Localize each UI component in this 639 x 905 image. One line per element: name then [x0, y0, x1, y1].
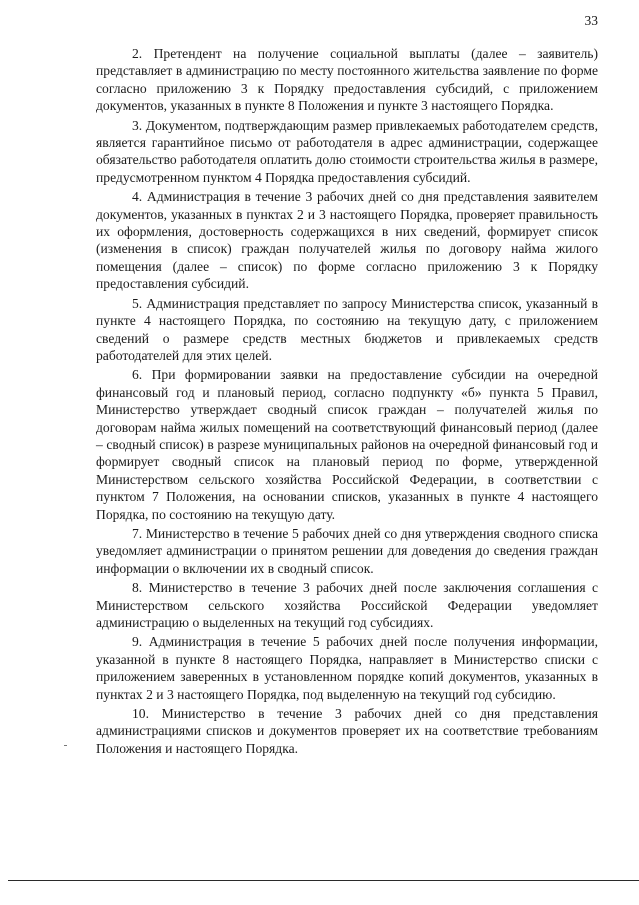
paragraph-8: 8. Министерство в течение 3 рабочих дней после заключения соглашения с Министерством сельского хозяйства Российской Федерации уведомляет администрацию о выделенных на текущий год субсидиях. — [96, 580, 598, 630]
paragraph-9: 9. Администрация в течение 5 рабочих дней после получения информации, указанной в пункте 8 настоящего Порядка, направляет в Министерство списки с приложением заверенных в установленном порядке копий документов, указанных в пунктах 2 и 3 настоящего Порядка, под выделенную на текущий год субсидию. — [96, 634, 598, 702]
paragraph-7: 7. Министерство в течение 5 рабочих дней со дня утверждения сводного списка уведомляет администрации о принятом решении для доведения до сведения граждан информации о включении их в сводный список. — [96, 525, 598, 576]
paragraph-10: 10. Министерство в течение 3 рабочих дней со дня представления администрациями списков и документов проверяет их на соответствие требованиям Положения и настоящего Порядка. — [96, 706, 598, 756]
paragraph-3: 3. Документом, подтверждающим размер привлекаемых работодателем средств, является гарантийное письмо от работодателя в адрес администрации, содержащее обязательство работодателя оплатить долю стоимости строительства жилья в размере, предусмотренном пунктом 4 Порядка предоставления субсидий. — [96, 117, 598, 185]
paragraph-4: 4. Администрация в течение 3 рабочих дней со дня представления заявителем документов, указанных в пунктах 2 и 3 настоящего Порядка, проверяет правильность их оформления, достоверность содержащихся в них сведений, формирует список (изменения в список) граждан получателей жилья по договору найма жилого помещения (далее – список) по форме согласно приложению 3 к Порядку предоставления субсидий. — [96, 189, 598, 292]
paragraph-6: 6. При формировании заявки на предоставление субсидии на очередной финансовый год и плановый период, согласно подпункту «б» пункта 5 Правил, Министерство утверждает сводный список граждан – получателей жилья по договорам найма жилых помещений на соответствующий финансовый период (далее – сводный список) в разрезе муниципальных районов на очередной финансовый год и формирует сводный список на плановый период по форме, утвержденной Министерством сельского хозяйства Российской Федерации, в соответствии с пунктом 7 Положения, на основании списков, указанных в пункте 4 настоящего Порядка, по состоянию на текущую дату. — [96, 367, 598, 522]
bottom-rule — [8, 880, 639, 881]
paragraph-5: 5. Администрация представляет по запросу Министерства список, указанный в пункте 4 настоящего Порядка, по состоянию на текущую дату, с приложением сведений о размере средств местных бюджетов и привлекаемых средств работодателей для этих целей. — [96, 295, 598, 363]
scan-mark — [64, 745, 67, 746]
document-body — [96, 45, 598, 759]
paragraph-2: 2. Претендент на получение социальной выплаты (далее – заявитель) представляет в администрацию по месту постоянного жительства заявление по форме согласно приложению 3 к Порядку предоставления субсидий, с приложением документов, указанных в пункте 8 Положения и пункте 3 настоящего Порядка. — [96, 46, 598, 114]
page-number: 33 — [584, 13, 598, 28]
